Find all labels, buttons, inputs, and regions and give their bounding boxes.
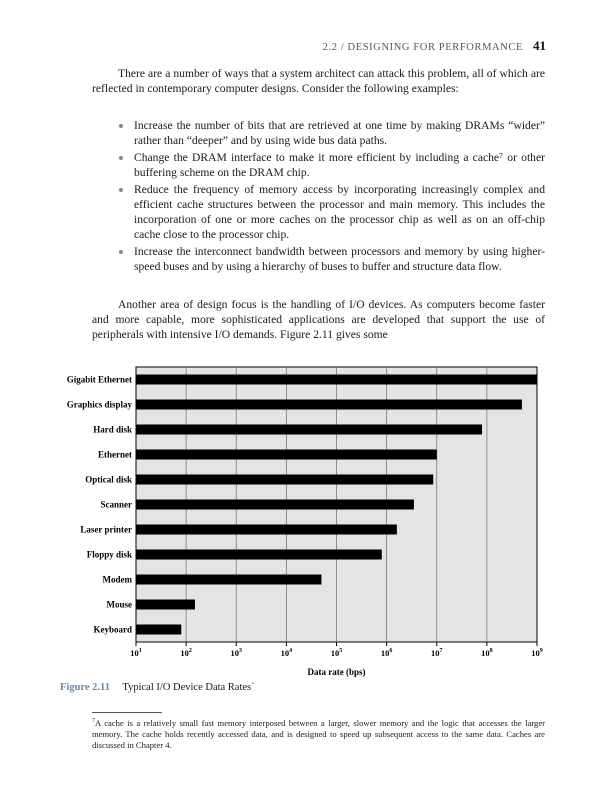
bullet-item — [92, 182, 545, 242]
data-bar — [136, 625, 181, 635]
x-tick-label: $10^5$ — [330, 648, 343, 658]
bullet-dot-icon — [119, 124, 123, 128]
data-bar — [136, 550, 382, 560]
data-bar — [136, 475, 433, 485]
x-tick-label: $10^1$ — [130, 648, 142, 658]
data-bar — [136, 500, 414, 510]
page-number: 41 — [533, 38, 546, 53]
category-label: Hard disk — [93, 424, 132, 435]
bullet-text: Reduce the frequency of memory access by incorporating increasingly complex and efficient cache structures between the processor and main memory. This includes the incorporation of one or more caches on the processor chip as well as on an off-chip cache close to the processor chip. — [134, 183, 545, 241]
closing-paragraph: Another area of design focus is the handling of I/O devices. As computers become faster and more capable, more sophisticated applications are developed that support the use of peripherals with intensive I/O demands. Figure 2.11 gives some — [92, 298, 545, 341]
figure-caption — [60, 682, 255, 693]
data-bar — [136, 600, 195, 610]
data-bar — [136, 425, 482, 435]
category-label: Keyboard — [93, 624, 132, 635]
category-label: Modem — [102, 574, 132, 585]
x-tick-label: $10^6$ — [380, 648, 393, 658]
bullet-text: Change the DRAM interface to make it more efficient by including a cache⁷ or other buffering scheme on the DRAM chip. — [134, 151, 545, 179]
category-label: Scanner — [100, 499, 132, 510]
category-label: Gigabit Ethernet — [66, 374, 132, 385]
bullet-text: Increase the number of bits that are retrieved at one time by making DRAMs “wider” rather than “deeper” and by using wide bus data paths. — [134, 119, 545, 147]
bullet-item — [92, 244, 545, 274]
bullet-item — [92, 118, 545, 148]
x-tick-label: $10^2$ — [180, 648, 192, 658]
x-tick-label: $10^7$ — [431, 648, 443, 658]
data-bar — [136, 400, 522, 410]
data-bar — [136, 525, 397, 535]
x-tick-label: $10^3$ — [230, 648, 242, 658]
running-head — [323, 38, 546, 54]
section-title: 2.2 / DESIGNING FOR PERFORMANCE — [322, 42, 523, 53]
closing-paragraph-block — [92, 297, 545, 342]
category-label: Graphics display — [66, 399, 132, 410]
bullet-dot-icon — [119, 188, 123, 192]
data-bar — [136, 450, 437, 460]
bullet-list — [92, 118, 545, 276]
x-tick-label: $10^4$ — [280, 648, 293, 658]
category-label: Laser printer — [80, 524, 132, 535]
bullet-item — [92, 150, 545, 180]
bullet-dot-icon — [119, 250, 123, 254]
bullet-text: Increase the interconnect bandwidth between processors and memory by using higher-speed buses and by using a hierarchy of buses to buffer and structure data flow. — [134, 245, 545, 273]
category-label: Ethernet — [98, 449, 132, 460]
io-data-rate-chart — [0, 365, 604, 685]
x-axis-title: Data rate (bps) — [307, 667, 366, 677]
footnote — [92, 718, 545, 751]
footnote-marker: 7 — [92, 718, 96, 725]
category-label: Floppy disk — [86, 549, 132, 560]
figure-caption-text: Typical I/O Device Data Rates` — [122, 682, 255, 693]
io-data-rate-figure — [0, 365, 604, 685]
footnote-divider — [92, 712, 162, 713]
footnote-text: A cache is a relatively small fast memory interposed between a larger, slower memory and the logic that accesses the larger memory. The cache holds recently accessed data, and is designed to speed up subsequent access to the same data. Caches are discussed in Chapter 4. — [92, 718, 545, 750]
figure-number: Figure 2.11 — [60, 682, 110, 693]
intro-paragraph-block — [92, 66, 545, 96]
category-label: Mouse — [106, 599, 132, 610]
bullet-dot-icon — [119, 156, 123, 160]
data-bar — [136, 375, 537, 385]
x-tick-label: $10^9$ — [531, 648, 543, 658]
x-tick-label: $10^8$ — [481, 648, 493, 658]
category-label: Optical disk — [85, 474, 132, 485]
intro-paragraph: There are a number of ways that a system architect can attack this problem, all of which are reflected in contemporary computer designs. Consider the following examples: — [92, 67, 545, 95]
data-bar — [136, 575, 321, 585]
